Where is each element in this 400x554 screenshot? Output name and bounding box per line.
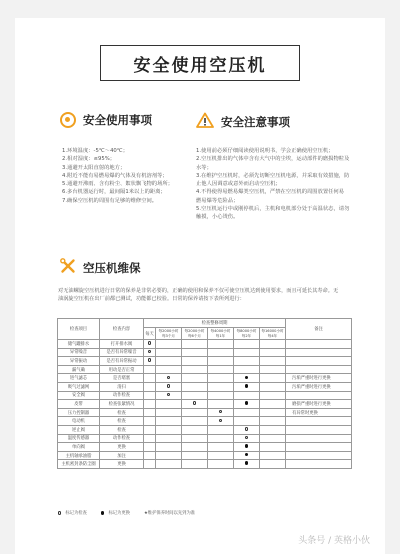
list-item: 1.使用前必须仔细阅读使用说明书，学会正确使用空压机； — [196, 148, 334, 154]
cell-mark — [208, 374, 234, 383]
cell-mark — [156, 348, 182, 357]
cell-remark — [286, 417, 352, 426]
cell-mark — [208, 365, 234, 374]
cell-mark — [182, 391, 208, 400]
cell-mark — [144, 434, 156, 443]
cell-item: 漏气确 — [58, 365, 100, 374]
col-header-period: 每2000小时 每6个月 — [182, 328, 208, 340]
cell-item: 温度传感器 — [58, 434, 100, 443]
cell-content: 检查张紧情况 — [100, 400, 144, 409]
cell-mark — [144, 382, 156, 391]
section-notice-heading: 安全注意事项 — [196, 112, 290, 131]
hollow-circle-icon — [58, 511, 61, 514]
col-header-period: 每4000小时 每1年 — [208, 328, 234, 340]
table-row — [58, 451, 352, 460]
cell-mark — [182, 417, 208, 426]
cell-item: 电动机 — [58, 417, 100, 426]
hollow-circle-icon — [148, 358, 151, 361]
section-maintenance-heading: 空压机维保 — [60, 258, 141, 277]
cell-content: 检查 — [100, 417, 144, 426]
cell-mark — [234, 391, 260, 400]
cell-mark — [208, 443, 234, 452]
cell-remark — [286, 443, 352, 452]
hollow-circle-icon — [193, 401, 196, 404]
cell-mark — [182, 357, 208, 366]
col-header-remark: 备注 — [286, 319, 352, 340]
cell-content: 清扫 — [100, 382, 144, 391]
table-row — [58, 434, 352, 443]
cell-mark — [208, 460, 234, 469]
cell-item: 主机轴承油脂 — [58, 451, 100, 460]
cell-mark — [234, 460, 260, 469]
cell-content: 动作检查 — [100, 434, 144, 443]
cell-mark — [144, 443, 156, 452]
cell-mark — [156, 417, 182, 426]
cell-mark — [156, 400, 182, 409]
list-item: 燃易爆等危险品； — [196, 197, 239, 204]
list-item: 2.相对湿度：≤95%； — [62, 156, 116, 163]
table-row — [58, 417, 352, 426]
cell-mark — [144, 365, 156, 374]
cell-mark — [144, 348, 156, 357]
list-item: 5.空压机运行中或刚停机后，主机和电机部分处于高温状态，请勿 — [196, 206, 350, 213]
cell-mark — [182, 408, 208, 417]
cell-remark — [286, 348, 352, 357]
cell-content: 用动是否正常 — [100, 365, 144, 374]
cell-mark — [208, 451, 234, 460]
cell-mark — [144, 417, 156, 426]
table-row — [58, 357, 352, 366]
cell-mark — [156, 408, 182, 417]
cell-mark — [234, 425, 260, 434]
cell-mark — [260, 400, 286, 409]
cell-content: 更换 — [100, 443, 144, 452]
cell-mark — [260, 408, 286, 417]
cell-remark — [286, 434, 352, 443]
cell-mark — [234, 382, 260, 391]
cell-remark: 污垢严重时进行更换 — [286, 374, 352, 383]
cell-item: 单向阀 — [58, 443, 100, 452]
list-item: 2.空压机排出的气体中含有大气中的尘埃，运动部件的磨损物粒及 — [196, 156, 350, 163]
cell-remark: 污垢严重时进行更换 — [286, 382, 352, 391]
cell-mark — [208, 357, 234, 366]
table-row — [58, 443, 352, 452]
cell-content: 是否有异常振动 — [100, 357, 144, 366]
cell-mark — [260, 348, 286, 357]
legend-solid: 标记为更换 — [101, 510, 130, 516]
col-header-period-group: 检查整修周期 — [144, 319, 286, 328]
cell-remark — [286, 425, 352, 434]
cell-mark — [260, 460, 286, 469]
cell-mark — [156, 451, 182, 460]
table-row — [58, 460, 352, 469]
table-row — [58, 391, 352, 400]
cell-item: 储气罐排水 — [58, 340, 100, 349]
cell-mark — [144, 340, 156, 349]
cell-content: 是否堵塞 — [100, 374, 144, 383]
cell-mark — [182, 400, 208, 409]
solid-circle-icon — [245, 376, 249, 380]
cell-content: 检查 — [100, 425, 144, 434]
hollow-circle-icon — [245, 436, 248, 439]
solid-circle-icon — [245, 401, 249, 405]
cell-mark — [208, 408, 234, 417]
cell-mark — [156, 460, 182, 469]
cell-remark — [286, 451, 352, 460]
cell-mark — [182, 460, 208, 469]
cell-item: 逆止阀 — [58, 425, 100, 434]
cell-item: 异常噪音 — [58, 348, 100, 357]
col-header-period: 每8000小时 每2年 — [234, 328, 260, 340]
cell-remark — [286, 460, 352, 469]
cell-mark — [156, 391, 182, 400]
list-item: 4.附近不能有易燃易爆的气体及有机溶剂等； — [62, 172, 168, 179]
solid-circle-icon — [245, 453, 249, 457]
legend-hollow: 标记为检查 — [58, 510, 87, 516]
cell-mark — [260, 340, 286, 349]
cell-mark — [144, 451, 156, 460]
cell-content: 更换 — [100, 460, 144, 469]
cell-remark: 磨损严重时进行更换 — [286, 400, 352, 409]
cell-mark — [260, 443, 286, 452]
solid-circle-icon — [245, 444, 249, 448]
cell-mark — [234, 348, 260, 357]
table-row — [58, 374, 352, 383]
cell-content: 动作检查 — [100, 391, 144, 400]
table-row — [58, 425, 352, 434]
cell-mark — [234, 408, 260, 417]
hollow-circle-icon — [167, 376, 170, 379]
cell-mark — [182, 382, 208, 391]
maintenance-intro: 对无油螺旋空压机进行日常的保养是非常必要的，正确的使用和保养不仅可使空压机达到使用要求，而且可延长其寿命。无 油涡旋空压机在出厂前都已测试，功能都已校验。日常的保养请按下表所列进行： — [58, 288, 339, 302]
circle-target-icon — [60, 112, 76, 128]
hollow-circle-icon — [245, 427, 248, 430]
cell-mark — [156, 425, 182, 434]
cell-item: 进气滤芯 — [58, 374, 100, 383]
list-item: 6.多台机器运行时，最间隔1米以上的距离； — [62, 189, 166, 196]
cell-item: 主机密封条防尘圈 — [58, 460, 100, 469]
list-item: 4.不得使得易燃易爆类空压机，严禁在空压机的周围放置任何易 — [196, 189, 345, 196]
cell-mark — [234, 400, 260, 409]
cell-content: 是否有异常噪音 — [100, 348, 144, 357]
table-legend — [58, 510, 209, 516]
cell-mark — [234, 443, 260, 452]
cell-mark — [208, 425, 234, 434]
table-row — [58, 365, 352, 374]
section-use-heading: 安全使用事项 — [60, 112, 152, 128]
cell-mark — [260, 374, 286, 383]
cell-mark — [234, 357, 260, 366]
cell-mark — [234, 374, 260, 383]
table-row — [58, 400, 352, 409]
cell-mark — [234, 417, 260, 426]
cell-content: 检查 — [100, 408, 144, 417]
cell-mark — [260, 382, 286, 391]
list-item: 7.确保空压机的周围有足够的维修空间。 — [62, 197, 158, 204]
hollow-circle-icon — [219, 419, 222, 422]
cell-remark — [286, 340, 352, 349]
cell-mark — [208, 434, 234, 443]
cell-mark — [156, 374, 182, 383]
list-item: 触摸，小心烫伤。 — [196, 214, 239, 221]
cell-mark — [182, 434, 208, 443]
watermark: 头条号 / 英格小伙 — [298, 536, 370, 546]
col-header-period: 每16000小时 每4年 — [261, 328, 284, 338]
cell-mark — [182, 365, 208, 374]
use-items-list — [62, 147, 173, 205]
cell-mark — [144, 391, 156, 400]
cell-mark — [156, 365, 182, 374]
cell-item: 安全阀 — [58, 391, 100, 400]
cell-content: 打开排水阀 — [100, 340, 144, 349]
cell-mark — [208, 382, 234, 391]
list-item: 3.通避开太阳直射的地方； — [62, 164, 126, 171]
cell-item: 皮带 — [58, 400, 100, 409]
page-title: 安全使用空压机 — [100, 45, 300, 81]
cell-mark — [208, 400, 234, 409]
list-item: 水等； — [196, 164, 212, 171]
list-item: 1.环境温度：-5℃～40℃； — [62, 148, 129, 154]
cell-mark — [208, 340, 234, 349]
warning-triangle-icon — [196, 112, 214, 131]
cell-mark — [182, 374, 208, 383]
cell-remark — [286, 357, 352, 366]
cell-mark — [260, 391, 286, 400]
col-header-item: 检查项目 — [58, 319, 100, 340]
cell-remark — [286, 365, 352, 374]
cell-mark — [260, 425, 286, 434]
table-row — [58, 340, 352, 349]
cell-mark — [260, 365, 286, 374]
cell-mark — [234, 340, 260, 349]
cell-mark — [208, 348, 234, 357]
cell-mark — [144, 400, 156, 409]
cell-mark — [234, 434, 260, 443]
cell-mark — [144, 425, 156, 434]
cell-mark — [156, 434, 182, 443]
cell-mark — [156, 357, 182, 366]
cell-mark — [208, 391, 234, 400]
cell-mark — [144, 408, 156, 417]
cell-mark — [182, 425, 208, 434]
hollow-circle-icon — [219, 410, 222, 413]
cell-content: 加注 — [100, 451, 144, 460]
cell-mark — [156, 443, 182, 452]
col-header-period: 每2000小时 每3个月 — [156, 328, 182, 340]
cell-item: 异常振动 — [58, 357, 100, 366]
table-row — [58, 408, 352, 417]
cell-item: 吸气过滤网 — [58, 382, 100, 391]
hollow-circle-icon — [167, 384, 170, 387]
col-header-daily: 每天 — [144, 328, 156, 340]
col-header-content: 检查内容 — [100, 319, 144, 340]
legend-note: ★维护保养时间以先到为准 — [143, 511, 196, 516]
hollow-circle-icon — [148, 350, 151, 353]
hollow-circle-icon — [148, 341, 151, 344]
list-item: 3.在维护空压机时，必须先切断空压机电源，并采取有效措施，防 — [196, 172, 350, 179]
cell-mark — [182, 348, 208, 357]
cell-remark: 有异常时更换 — [286, 408, 352, 417]
cell-remark — [286, 391, 352, 400]
solid-circle-icon — [245, 384, 249, 388]
cell-mark — [156, 382, 182, 391]
cell-mark — [208, 417, 234, 426]
cell-mark — [182, 340, 208, 349]
cell-mark — [260, 417, 286, 426]
cell-mark — [144, 460, 156, 469]
cell-mark — [234, 365, 260, 374]
cell-mark — [182, 443, 208, 452]
cell-mark — [182, 451, 208, 460]
cell-item: 压力控制器 — [58, 408, 100, 417]
wrench-screwdriver-icon — [60, 258, 76, 277]
cell-mark — [144, 374, 156, 383]
cell-mark — [260, 451, 286, 460]
hollow-circle-icon — [167, 393, 170, 396]
list-item: 5.通避开沸雨、含有粉尘、絮状飘飞物的场所； — [62, 181, 173, 188]
maintenance-table — [57, 318, 352, 469]
document-page — [15, 18, 385, 554]
notice-items-list — [196, 147, 349, 222]
cell-mark — [260, 434, 286, 443]
cell-mark — [156, 340, 182, 349]
table-row — [58, 348, 352, 357]
solid-circle-icon — [101, 511, 105, 515]
cell-mark — [260, 357, 286, 366]
cell-mark — [144, 357, 156, 366]
cell-mark — [234, 451, 260, 460]
solid-circle-icon — [245, 461, 249, 465]
list-item: 止他人因调意或意外而启动空压机； — [196, 181, 281, 188]
table-row — [58, 382, 352, 391]
